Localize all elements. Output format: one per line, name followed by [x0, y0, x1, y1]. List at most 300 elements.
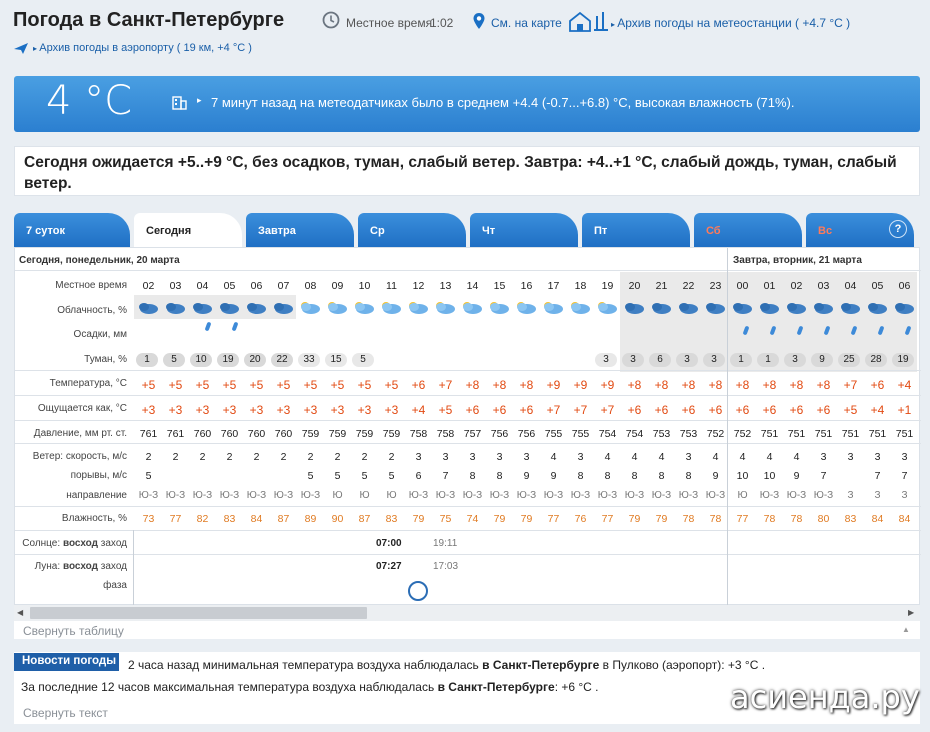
temp-cell: +8	[789, 378, 804, 392]
sensor-summary: 7 минут назад на метеодатчиках было в среднем +4.4 (-0.7...+6.8) °C, высокая влажность (71%).	[211, 95, 795, 110]
collapse-news-link[interactable]: Свернуть текст	[23, 706, 108, 720]
local-time-value: 1:02	[430, 16, 454, 30]
tab-7[interactable]: Сб	[694, 213, 802, 247]
humidity-cell: 90	[331, 513, 344, 525]
feels-cell: +3	[168, 403, 183, 417]
wind_speed-cell: 2	[361, 451, 368, 463]
fog-cell: 3	[622, 353, 644, 367]
feels-cell: +6	[708, 403, 723, 417]
wind_speed-cell: 4	[550, 451, 557, 463]
humidity-cell: 77	[601, 513, 614, 525]
station-archive-text[interactable]: Архив погоды на метеостанции ( +4.7 °C )	[617, 16, 851, 30]
feels-cell: +6	[735, 403, 750, 417]
direction-cell: Ю-З	[165, 490, 186, 501]
gusts-cell: 5	[388, 470, 395, 482]
wind_speed-cell: 2	[280, 451, 287, 463]
temp-cell: +5	[276, 378, 291, 392]
day-divider	[727, 248, 728, 606]
feels-cell: +3	[222, 403, 237, 417]
local-time-label: Местное время	[346, 16, 433, 30]
wind_speed-cell: 2	[388, 451, 395, 463]
pressure-cell: 751	[814, 428, 833, 440]
gusts-cell: 7	[901, 470, 908, 482]
direction-cell: З	[847, 490, 854, 501]
gusts-cell: 5	[307, 470, 314, 482]
partly-cloudy-icon	[405, 299, 429, 317]
direction-cell: Ю-З	[813, 490, 834, 501]
feels-cell: +5	[843, 403, 858, 417]
time-cell: 17	[547, 280, 560, 292]
temp-cell: +8	[708, 378, 723, 392]
direction-cell: Ю-З	[219, 490, 240, 501]
direction-cell: Ю	[359, 490, 370, 501]
wind_speed-cell: 3	[442, 451, 449, 463]
cloudy-night-icon	[864, 299, 888, 317]
pressure-cell: 755	[571, 428, 590, 440]
time-cell: 19	[601, 280, 614, 292]
temp-cell: +5	[357, 378, 372, 392]
fog-cell: 5	[352, 353, 374, 367]
news-line-2-city: в Санкт-Петербурге	[437, 680, 555, 694]
partly-cloudy-icon	[540, 299, 564, 317]
cloudy-night-icon	[729, 299, 753, 317]
collapse-up-icon[interactable]: ▲	[902, 625, 910, 634]
sunrise-time: 07:00	[376, 538, 402, 549]
tab-6[interactable]: Пт	[582, 213, 690, 247]
gusts-cell: 5	[361, 470, 368, 482]
temp-cell: +8	[735, 378, 750, 392]
temp-cell: +9	[546, 378, 561, 392]
row-label-temp: Температура, °C	[49, 378, 127, 389]
gusts-cell: 8	[685, 470, 692, 482]
moon-rise-label: восход	[62, 561, 98, 572]
cloudy-night-icon	[837, 299, 861, 317]
temp-cell: +5	[195, 378, 210, 392]
fog-cell: 20	[244, 353, 266, 367]
feels-cell: +3	[330, 403, 345, 417]
fog-cell: 5	[163, 353, 185, 367]
wind_speed-cell: 2	[253, 451, 260, 463]
row-label-feels: Ощущается как, °C	[37, 403, 127, 414]
temp-cell: +5	[303, 378, 318, 392]
scroll-right-arrow-icon[interactable]: ▶	[908, 608, 915, 617]
feels-cell: +3	[195, 403, 210, 417]
direction-cell: Ю-З	[462, 490, 483, 501]
wind_speed-cell: 3	[523, 451, 530, 463]
time-cell: 07	[277, 280, 290, 292]
temp-cell: +8	[627, 378, 642, 392]
cloudy-night-icon	[189, 299, 213, 317]
humidity-cell: 78	[763, 513, 776, 525]
wind_speed-cell: 3	[496, 451, 503, 463]
wind_speed-cell: 2	[307, 451, 314, 463]
wind_speed-cell: 2	[145, 451, 152, 463]
direction-cell: Ю-З	[651, 490, 672, 501]
humidity-cell: 74	[466, 513, 479, 525]
pressure-cell: 761	[139, 428, 158, 440]
tab-8[interactable]: Вс	[806, 213, 914, 247]
wind_speed-cell: 3	[469, 451, 476, 463]
news-line-1-city: в Санкт-Петербурге	[482, 658, 600, 672]
time-cell: 15	[493, 280, 506, 292]
pressure-cell: 759	[355, 428, 374, 440]
feels-cell: +6	[789, 403, 804, 417]
gusts-cell: 7	[874, 470, 881, 482]
direction-cell: Ю-З	[624, 490, 645, 501]
fog-cell: 3	[676, 353, 698, 367]
airport-archive-link[interactable]: ▸ Архив погоды в аэропорту ( 19 км, +4 °C )	[33, 42, 252, 54]
humidity-cell: 78	[682, 513, 695, 525]
gusts-cell: 8	[658, 470, 665, 482]
time-cell: 06	[250, 280, 263, 292]
direction-cell: З	[901, 490, 908, 501]
temp-cell: +6	[870, 378, 885, 392]
gusts-cell: 6	[415, 470, 422, 482]
partly-cloudy-icon	[486, 299, 510, 317]
feels-cell: +3	[141, 403, 156, 417]
time-cell: 20	[628, 280, 641, 292]
row-label-pressure: Давление, мм рт. ст.	[33, 428, 127, 439]
direction-cell: Ю-З	[192, 490, 213, 501]
fog-cell: 15	[325, 353, 347, 367]
temp-cell: +5	[330, 378, 345, 392]
temp-cell: +4	[897, 378, 912, 392]
pressure-cell: 755	[544, 428, 563, 440]
humidity-cell: 83	[844, 513, 857, 525]
direction-cell: Ю-З	[570, 490, 591, 501]
wind_speed-cell: 3	[847, 451, 854, 463]
feels-cell: +6	[762, 403, 777, 417]
cloudy-night-icon	[216, 299, 240, 317]
pressure-cell: 751	[841, 428, 860, 440]
direction-cell: Ю-З	[489, 490, 510, 501]
direction-cell: Ю-З	[705, 490, 726, 501]
gusts-cell: 9	[550, 470, 557, 482]
news-label: Новости погоды	[14, 653, 119, 671]
row-divider	[15, 443, 921, 444]
row-label-time: Местное время	[55, 280, 127, 291]
gusts-cell: 8	[604, 470, 611, 482]
direction-cell: Ю-З	[138, 490, 159, 501]
sun-label	[22, 538, 127, 549]
fog-cell: 19	[892, 353, 914, 367]
feels-cell: +3	[384, 403, 399, 417]
direction-cell: Ю-З	[597, 490, 618, 501]
page-title: Погода в Санкт-Петербурге	[13, 9, 285, 31]
row-label-cloud: Облачность, %	[57, 305, 127, 316]
partly-cloudy-icon	[324, 299, 348, 317]
time-cell: 01	[763, 280, 776, 292]
temp-cell: +8	[654, 378, 669, 392]
cloudy-night-icon	[810, 299, 834, 317]
temp-cell: +7	[843, 378, 858, 392]
time-cell: 04	[196, 280, 209, 292]
humidity-cell: 76	[574, 513, 587, 525]
feels-cell: +4	[870, 403, 885, 417]
cloudy-night-icon	[756, 299, 780, 317]
cloudy-night-icon	[648, 299, 672, 317]
time-cell: 14	[466, 280, 479, 292]
direction-cell: Ю-З	[273, 490, 294, 501]
humidity-cell: 87	[358, 513, 371, 525]
temp-cell: +7	[438, 378, 453, 392]
pressure-cell: 753	[652, 428, 671, 440]
news-line-2	[21, 680, 599, 694]
station-archive-link[interactable]: ▸ Архив погоды на метеостанции ( +4.7 °C )	[611, 16, 851, 30]
humidity-cell: 77	[736, 513, 749, 525]
feels-cell: +1	[897, 403, 912, 417]
partly-cloudy-icon	[297, 299, 321, 317]
cloudy-night-icon	[243, 299, 267, 317]
fog-cell: 3	[595, 353, 617, 367]
gusts-cell: 9	[793, 470, 800, 482]
gusts-cell: 8	[469, 470, 476, 482]
feels-cell: +3	[249, 403, 264, 417]
humidity-cell: 82	[196, 513, 209, 525]
cloudy-night-icon	[783, 299, 807, 317]
humidity-cell: 83	[223, 513, 236, 525]
cloudy-night-icon	[270, 299, 294, 317]
rain-drop-icon	[232, 322, 239, 332]
news-line-2-tail: : +6 °C .	[554, 680, 599, 694]
fog-cell: 1	[757, 353, 779, 367]
pressure-cell: 754	[598, 428, 617, 440]
feels-cell: +6	[519, 403, 534, 417]
wind_speed-cell: 2	[334, 451, 341, 463]
today-header: Сегодня, понедельник, 20 марта	[19, 255, 180, 266]
partly-cloudy-icon	[567, 299, 591, 317]
temp-cell: +8	[762, 378, 777, 392]
pressure-cell: 758	[409, 428, 428, 440]
feels-cell: +3	[357, 403, 372, 417]
sun-prefix: Солнце:	[22, 538, 61, 549]
humidity-cell: 80	[817, 513, 830, 525]
direction-cell: Ю-З	[759, 490, 780, 501]
gusts-cell: 8	[631, 470, 638, 482]
fog-cell: 19	[217, 353, 239, 367]
row-divider	[15, 554, 921, 555]
scrollbar-thumb[interactable]	[30, 607, 367, 619]
gusts-cell: 7	[442, 470, 449, 482]
fog-cell: 25	[838, 353, 860, 367]
tomorrow-header: Завтра, вторник, 21 марта	[733, 255, 862, 266]
feels-cell: +6	[681, 403, 696, 417]
partly-cloudy-icon	[351, 299, 375, 317]
feels-cell: +6	[816, 403, 831, 417]
cloudy-night-icon	[135, 299, 159, 317]
day-tabs	[14, 213, 920, 247]
humidity-cell: 79	[412, 513, 425, 525]
feels-cell: +4	[411, 403, 426, 417]
gusts-cell: 9	[712, 470, 719, 482]
clock-icon	[322, 11, 340, 29]
temp-cell: +5	[222, 378, 237, 392]
feels-cell: +3	[276, 403, 291, 417]
time-cell: 06	[898, 280, 911, 292]
wind_speed-cell: 4	[766, 451, 773, 463]
temp-cell: +8	[519, 378, 534, 392]
humidity-cell: 79	[655, 513, 668, 525]
pressure-cell: 751	[868, 428, 887, 440]
pressure-cell: 761	[166, 428, 185, 440]
feels-cell: +6	[654, 403, 669, 417]
humidity-cell: 77	[169, 513, 182, 525]
collapse-table-link[interactable]: Свернуть таблицу	[23, 624, 124, 638]
feels-cell: +6	[627, 403, 642, 417]
wind_speed-cell: 4	[631, 451, 638, 463]
time-cell: 02	[790, 280, 803, 292]
feels-cell: +7	[600, 403, 615, 417]
humidity-cell: 83	[385, 513, 398, 525]
wind_speed-cell: 2	[199, 451, 206, 463]
pressure-cell: 760	[220, 428, 239, 440]
help-icon[interactable]: ?	[889, 220, 907, 238]
humidity-cell: 78	[709, 513, 722, 525]
time-cell: 05	[223, 280, 236, 292]
temp-cell: +5	[249, 378, 264, 392]
moonset-time: 17:03	[433, 561, 459, 572]
time-cell: 00	[736, 280, 749, 292]
sun-rise-label: восход	[62, 538, 98, 549]
humidity-cell: 79	[628, 513, 641, 525]
time-cell: 02	[142, 280, 155, 292]
feels-cell: +7	[573, 403, 588, 417]
fog-cell: 3	[703, 353, 725, 367]
tab-4[interactable]: Ср	[358, 213, 466, 247]
airport-archive-text[interactable]: Архив погоды в аэропорту ( 19 км, +4 °C )	[39, 42, 252, 54]
direction-cell: Ю-З	[786, 490, 807, 501]
sunset-time: 19:11	[433, 538, 458, 549]
feels-cell: +6	[492, 403, 507, 417]
fog-cell: 6	[649, 353, 671, 367]
humidity-cell: 79	[493, 513, 506, 525]
direction-cell: Ю-З	[516, 490, 537, 501]
row-label-gusts: порывы, м/с	[70, 470, 127, 481]
direction-cell: Ю-З	[435, 490, 456, 501]
partly-cloudy-icon	[378, 299, 402, 317]
temp-cell: +8	[681, 378, 696, 392]
partly-cloudy-icon	[513, 299, 537, 317]
gusts-cell: 7	[820, 470, 827, 482]
temp-cell: +6	[411, 378, 426, 392]
bullet-arrow-icon: ▸	[197, 95, 202, 105]
tab-2[interactable]: Сегодня	[134, 213, 242, 247]
gusts-cell: 9	[523, 470, 530, 482]
pressure-cell: 752	[733, 428, 752, 440]
map-pin-icon	[472, 12, 486, 30]
gusts-cell: 8	[496, 470, 503, 482]
row-divider	[15, 270, 921, 271]
pressure-cell: 751	[760, 428, 779, 440]
humidity-cell: 84	[898, 513, 911, 525]
news-line-1-text: 2 часа назад минимальная температура воздуха наблюдалась	[128, 658, 479, 672]
label-divider	[133, 530, 134, 606]
feels-cell: +7	[546, 403, 561, 417]
row-divider	[15, 530, 921, 531]
fog-cell: 22	[271, 353, 293, 367]
row-label-humidity: Влажность, %	[61, 513, 127, 524]
wind_speed-cell: 3	[820, 451, 827, 463]
current-temperature: 4 °C	[46, 78, 133, 124]
feels-cell: +3	[303, 403, 318, 417]
map-link[interactable]: См. на карте	[491, 16, 562, 30]
time-cell: 13	[439, 280, 452, 292]
direction-cell: Ю	[386, 490, 397, 501]
temp-cell: +9	[600, 378, 615, 392]
humidity-cell: 89	[304, 513, 317, 525]
watermark-logo	[730, 678, 920, 716]
temp-cell: +5	[141, 378, 156, 392]
pressure-cell: 759	[301, 428, 320, 440]
airplane-icon	[13, 41, 29, 55]
wind_speed-cell: 2	[172, 451, 179, 463]
direction-cell: Ю-З	[300, 490, 321, 501]
wind_speed-cell: 3	[415, 451, 422, 463]
time-cell: 03	[817, 280, 830, 292]
row-label-fog: Туман, %	[84, 354, 127, 365]
gusts-cell: 8	[577, 470, 584, 482]
humidity-cell: 78	[790, 513, 803, 525]
direction-cell: Ю-З	[543, 490, 564, 501]
fog-cell: 1	[730, 353, 752, 367]
fog-cell: 28	[865, 353, 887, 367]
time-cell: 12	[412, 280, 425, 292]
tab-5[interactable]: Чт	[470, 213, 578, 247]
scroll-left-arrow-icon[interactable]: ◀	[17, 608, 24, 617]
temp-cell: +8	[492, 378, 507, 392]
direction-cell: Ю	[332, 490, 343, 501]
pressure-cell: 760	[193, 428, 212, 440]
temp-cell: +9	[573, 378, 588, 392]
tab-3[interactable]: Завтра	[246, 213, 354, 247]
tab-1[interactable]: 7 суток	[14, 213, 130, 247]
wind_speed-cell: 3	[901, 451, 908, 463]
watermark-text: асиенда.ру	[730, 678, 920, 716]
weather-station-icon	[568, 10, 610, 32]
cloudy-night-icon	[621, 299, 645, 317]
fog-cell: 33	[298, 353, 320, 367]
news-line-2-text: За последние 12 часов максимальная температура воздуха наблюдалась	[21, 680, 435, 694]
time-cell: 22	[682, 280, 695, 292]
row-divider	[15, 506, 921, 507]
fog-cell: 10	[190, 353, 212, 367]
time-cell: 09	[331, 280, 344, 292]
pressure-cell: 751	[895, 428, 914, 440]
gusts-cell: 10	[763, 470, 776, 482]
temp-cell: +5	[168, 378, 183, 392]
pressure-cell: 760	[247, 428, 266, 440]
moonrise-time: 07:27	[376, 561, 402, 572]
building-icon	[170, 94, 188, 110]
humidity-cell: 87	[277, 513, 290, 525]
time-cell: 11	[386, 280, 397, 292]
sun-set-label: заход	[100, 538, 127, 549]
pressure-cell: 753	[679, 428, 698, 440]
time-cell: 04	[844, 280, 857, 292]
fog-cell: 1	[136, 353, 158, 367]
fog-cell: 9	[811, 353, 833, 367]
pressure-cell: 759	[328, 428, 347, 440]
feels-cell: +6	[465, 403, 480, 417]
forecast-table	[14, 247, 920, 605]
time-cell: 21	[655, 280, 668, 292]
direction-cell: Ю-З	[246, 490, 267, 501]
humidity-cell: 77	[547, 513, 560, 525]
moon-phase-label: фаза	[103, 580, 127, 591]
humidity-cell: 84	[871, 513, 884, 525]
cloudy-night-icon	[702, 299, 726, 317]
row-label-direction: направление	[66, 490, 127, 501]
